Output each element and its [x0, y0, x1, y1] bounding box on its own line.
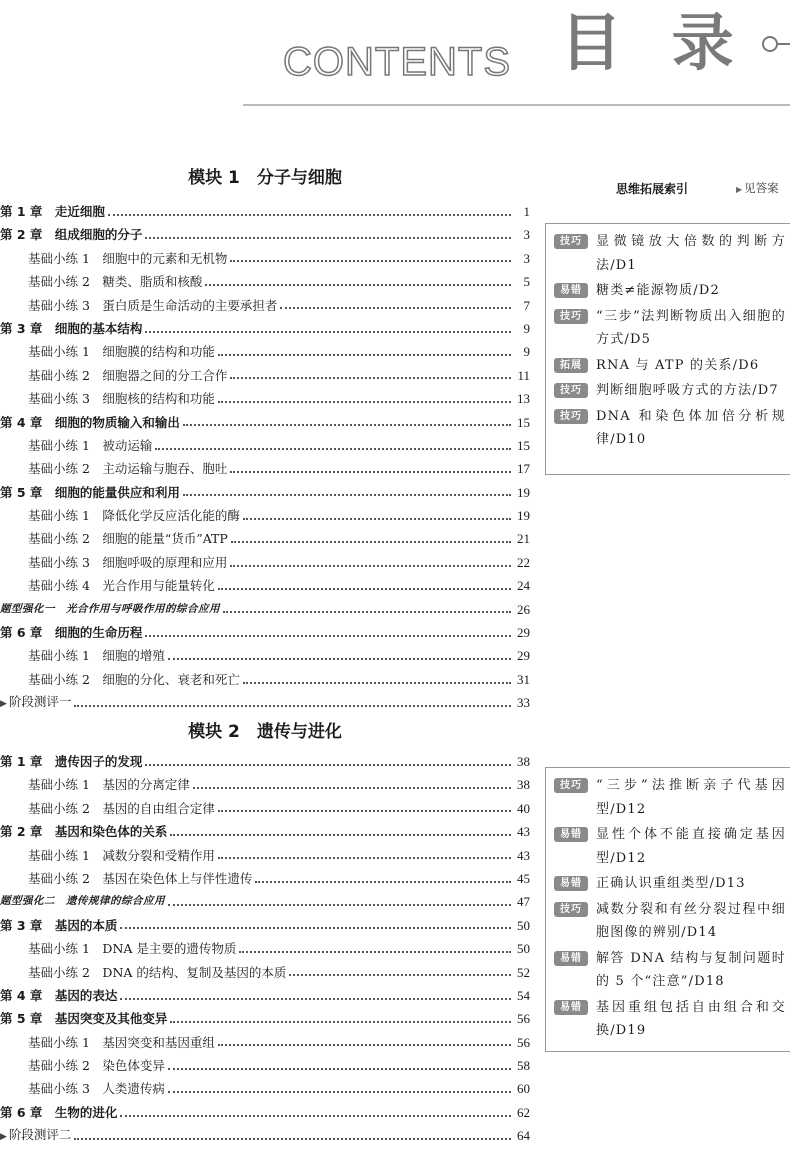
dot-leader	[74, 1138, 511, 1140]
toc-entry-label: 基础小练 1 DNA 是主要的遗传物质	[28, 941, 237, 957]
dot-leader	[230, 260, 511, 262]
tip-text: “三步”法判断物质出入细胞的方式/D5	[596, 308, 786, 347]
toc-entry-label: 题型强化二 遗传规律的综合应用	[0, 895, 165, 908]
dot-leader	[108, 214, 511, 216]
toc-page-number: 33	[517, 695, 530, 711]
toc-entry-label: 第 1 章 走近细胞	[0, 204, 105, 219]
dot-leader	[218, 588, 511, 590]
toc-section-row	[0, 844, 530, 867]
toc-page-number: 9	[523, 344, 530, 360]
dot-leader	[145, 635, 511, 637]
toc-page-number: 54	[517, 987, 530, 1003]
dot-leader	[218, 1044, 511, 1046]
toc-entry-label: 基础小练 1 细胞中的元素和无机物	[28, 250, 228, 266]
index-tip-item	[554, 405, 786, 452]
toc-page-number: 38	[517, 754, 530, 769]
dot-leader	[168, 1068, 511, 1070]
index-box-module2	[545, 767, 790, 1052]
tip-text: 显性个体不能直接确定基因型/D12	[596, 827, 786, 866]
toc-section-row	[0, 668, 530, 691]
module1-toc	[0, 200, 530, 715]
toc-chapter-row	[0, 1101, 530, 1124]
index-tip-item	[554, 996, 786, 1043]
toc-entry-label: 基础小练 1 细胞的增殖	[28, 648, 165, 664]
toc-section-row	[0, 551, 530, 574]
toc-special-row	[0, 890, 530, 913]
toc-entry-label: 基础小练 1 被动运输	[28, 437, 153, 453]
toc-page-number: 60	[517, 1081, 530, 1097]
toc-page-number: 50	[517, 941, 530, 957]
tip-tag-badge: 易错	[554, 827, 588, 842]
header-ornament-line	[778, 43, 790, 45]
toc-chapter-row	[0, 317, 530, 340]
dot-leader	[145, 237, 511, 239]
toc-entry-label: 第 2 章 基因和染色体的关系	[0, 824, 168, 840]
dot-leader	[168, 1091, 511, 1093]
toc-section-row	[0, 294, 530, 317]
tip-tag-badge: 技巧	[554, 778, 588, 793]
toc-entry-label: 基础小练 1 基因的分离定律	[28, 777, 190, 793]
tip-tag-badge: 易错	[554, 951, 588, 966]
dot-leader	[230, 565, 511, 567]
toc-entry-label: 第 3 章 基因的本质	[0, 917, 118, 933]
toc-chapter-row	[0, 1007, 530, 1030]
toc-page-number: 62	[517, 1104, 530, 1120]
toc-entry-label: 第 6 章 生物的进化	[0, 1104, 118, 1120]
toc-page-number: 43	[517, 847, 530, 863]
toc-entry-label: 第 1 章 遗传因子的发现	[0, 754, 143, 769]
dot-leader	[255, 881, 511, 883]
toc-chapter-row	[0, 750, 530, 773]
dot-leader	[145, 764, 511, 766]
toc-entry-label: 基础小练 2 糖类、脂质和核酸	[28, 274, 203, 290]
tip-text: 减数分裂和有丝分裂过程中细胞图像的辨别/D14	[596, 901, 786, 940]
tip-text: DNA 和染色体加倍分析规律/D10	[596, 408, 786, 447]
toc-entry-label: 基础小练 1 细胞膜的结构和功能	[28, 344, 215, 360]
toc-entry-label: 第 4 章 细胞的物质输入和输出	[0, 414, 180, 430]
toc-chapter-row	[0, 481, 530, 504]
tip-tag-badge: 技巧	[554, 383, 588, 398]
index-tip-item	[554, 774, 786, 821]
toc-page-number: 52	[517, 964, 530, 980]
dot-leader	[170, 1021, 511, 1023]
dot-leader	[193, 787, 511, 789]
dot-leader	[289, 974, 511, 976]
index-tip-item	[554, 872, 786, 896]
toc-entry-label: 基础小练 3 细胞呼吸的原理和应用	[28, 554, 228, 570]
tip-text: RNA 与 ATP 的关系/D6	[596, 357, 760, 373]
tip-text: 解答 DNA 结构与复制问题时的 5 个“注意”/D18	[596, 950, 786, 989]
tip-tag-badge: 拓展	[554, 358, 588, 373]
toc-page-number: 29	[517, 625, 530, 641]
toc-entry-label: ▶ 阶段测评一	[0, 690, 71, 716]
toc-entry-label: ▶ 阶段测评二	[0, 1123, 71, 1149]
toc-page-number: 21	[517, 531, 530, 547]
tip-text: 糖类≠能源物质/D2	[596, 283, 720, 298]
dot-leader	[230, 377, 511, 379]
module1-title: 模块 1 分子与细胞	[188, 168, 342, 188]
toc-entry-label: 基础小练 2 主动运输与胞吞、胞吐	[28, 461, 228, 477]
see-answer-label: ▶ 见答案	[736, 180, 779, 196]
toc-section-row	[0, 797, 530, 820]
toc-entry-label: 基础小练 3 人类遗传病	[28, 1081, 165, 1097]
toc-page-number: 64	[517, 1128, 530, 1144]
index-tip-item	[554, 823, 786, 870]
toc-entry-label: 第 6 章 细胞的生命历程	[0, 625, 143, 641]
toc-chapter-row	[0, 914, 530, 937]
toc-entry-label: 基础小练 3 蛋白质是生命活动的主要承担者	[28, 297, 278, 313]
toc-chapter-row	[0, 621, 530, 644]
index-header	[616, 180, 790, 197]
toc-page-number: 56	[517, 1034, 530, 1050]
toc-page-number: 19	[517, 508, 530, 524]
circle-ornament-icon	[762, 36, 778, 52]
toc-page-number: 38	[517, 777, 530, 793]
dot-leader	[74, 705, 511, 707]
toc-section-row	[0, 247, 530, 270]
toc-entry-label: 第 5 章 细胞的能量供应和利用	[0, 484, 180, 500]
toc-page-number: 24	[517, 578, 530, 594]
toc-page-number: 3	[523, 227, 530, 243]
dot-leader	[230, 471, 511, 473]
toc-section-row	[0, 527, 530, 550]
toc-entry-label: 基础小练 2 细胞的分化、衰老和死亡	[28, 671, 240, 687]
page-title: 目 录	[560, 6, 748, 79]
toc-page-number: 3	[523, 250, 530, 266]
contents-word: CONTENTS	[283, 40, 511, 84]
toc-section-row	[0, 574, 530, 597]
tip-text: 正确认识重组类型/D13	[596, 876, 746, 891]
toc-entry-label: 基础小练 3 细胞核的结构和功能	[28, 391, 215, 407]
index-tip-item	[554, 379, 786, 403]
dot-leader	[280, 307, 511, 309]
toc-page-number: 56	[517, 1011, 530, 1027]
toc-section-row	[0, 773, 530, 796]
index-tip-item	[554, 898, 786, 945]
toc-entry-label: 第 2 章 组成细胞的分子	[0, 227, 143, 243]
toc-assessment-row	[0, 1124, 530, 1147]
tip-text: 基因重组包括自由组合和交换/D19	[596, 999, 786, 1038]
toc-entry-label: 基础小练 2 细胞器之间的分工合作	[28, 367, 228, 383]
toc-page-number: 22	[517, 554, 530, 570]
toc-assessment-row	[0, 691, 530, 714]
dot-leader	[168, 658, 511, 660]
toc-page-number: 19	[517, 484, 530, 500]
toc-entry-label: 基础小练 1 降低化学反应活化能的酶	[28, 508, 240, 524]
toc-section-row	[0, 1077, 530, 1100]
dot-leader	[170, 834, 511, 836]
index-tip-item	[554, 305, 786, 352]
toc-entry-label: 第 4 章 基因的表达	[0, 987, 118, 1003]
dot-leader	[120, 927, 511, 929]
toc-section-row	[0, 387, 530, 410]
dot-leader	[183, 424, 511, 426]
toc-entry-label: 基础小练 1 减数分裂和受精作用	[28, 847, 215, 863]
index-tip-item	[554, 279, 786, 303]
toc-chapter-row	[0, 200, 530, 223]
dot-leader	[231, 541, 511, 543]
index-title: 思维拓展索引	[616, 182, 689, 196]
toc-page-number: 13	[517, 391, 530, 407]
toc-entry-label: 基础小练 2 基因在染色体上与伴性遗传	[28, 870, 253, 886]
toc-entry-label: 题型强化一 光合作用与呼吸作用的综合应用	[0, 602, 220, 615]
toc-section-row	[0, 504, 530, 527]
toc-chapter-row	[0, 984, 530, 1007]
tip-tag-badge: 技巧	[554, 902, 588, 917]
index-box-module1	[545, 223, 790, 475]
toc-page-number: 26	[517, 601, 530, 617]
toc-section-row	[0, 937, 530, 960]
toc-page-number: 5	[523, 274, 530, 290]
header-divider	[243, 104, 790, 106]
toc-section-row	[0, 1054, 530, 1077]
dot-leader	[243, 518, 511, 520]
toc-page-number: 47	[517, 894, 530, 910]
dot-leader	[243, 682, 511, 684]
toc-page-number: 15	[517, 437, 530, 453]
dot-leader	[205, 284, 511, 286]
toc-page-number: 7	[523, 297, 530, 313]
toc-page-number: 40	[517, 800, 530, 816]
toc-section-row	[0, 1031, 530, 1054]
toc-page-number: 1	[523, 204, 530, 219]
toc-section-row	[0, 644, 530, 667]
tip-tag-badge: 易错	[554, 283, 588, 298]
toc-page-number: 29	[517, 648, 530, 664]
toc-special-row	[0, 598, 530, 621]
tip-tag-badge: 易错	[554, 876, 588, 891]
dot-leader	[183, 494, 511, 496]
dot-leader	[145, 331, 511, 333]
tip-tag-badge: 易错	[554, 1000, 588, 1015]
index-tip-item	[554, 230, 786, 277]
toc-entry-label: 基础小练 2 DNA 的结构、复制及基因的本质	[28, 964, 287, 980]
toc-chapter-row	[0, 411, 530, 434]
toc-entry-label: 基础小练 4 光合作用与能量转化	[28, 578, 215, 594]
toc-entry-label: 第 5 章 基因突变及其他变异	[0, 1011, 168, 1027]
toc-page-number: 17	[517, 461, 530, 477]
dot-leader	[223, 611, 511, 613]
toc-section-row	[0, 270, 530, 293]
dot-leader	[155, 448, 511, 450]
toc-section-row	[0, 457, 530, 480]
tip-text: 显微镜放大倍数的判断方法/D1	[596, 234, 786, 273]
toc-section-row	[0, 364, 530, 387]
module2-toc	[0, 750, 530, 1148]
dot-leader	[168, 904, 511, 906]
toc-entry-label: 基础小练 1 基因突变和基因重组	[28, 1034, 215, 1050]
toc-section-row	[0, 867, 530, 890]
toc-chapter-row	[0, 820, 530, 843]
index-tip-item	[554, 947, 786, 994]
toc-entry-label: 第 3 章 细胞的基本结构	[0, 320, 143, 336]
toc-page-number: 50	[517, 917, 530, 933]
tip-tag-badge: 技巧	[554, 309, 588, 324]
dot-leader	[218, 401, 511, 403]
tip-tag-badge: 技巧	[554, 409, 588, 424]
index-tip-item	[554, 354, 786, 378]
toc-section-row	[0, 434, 530, 457]
toc-page-number: 58	[517, 1058, 530, 1074]
dot-leader	[120, 1115, 511, 1117]
dot-leader	[239, 951, 511, 953]
module2-title: 模块 2 遗传与进化	[188, 722, 342, 742]
dot-leader	[218, 354, 511, 356]
toc-page-number: 31	[517, 671, 530, 687]
toc-page-number: 11	[517, 367, 530, 383]
dot-leader	[120, 998, 511, 1000]
toc-chapter-row	[0, 223, 530, 246]
toc-page-number: 9	[523, 320, 530, 336]
dot-leader	[218, 810, 511, 812]
toc-page-number: 43	[517, 824, 530, 840]
page-header	[0, 0, 790, 115]
toc-entry-label: 基础小练 2 染色体变异	[28, 1058, 165, 1074]
toc-section-row	[0, 961, 530, 984]
tip-text: “三步”法推断亲子代基因型/D12	[596, 778, 786, 817]
dot-leader	[218, 857, 511, 859]
toc-section-row	[0, 340, 530, 363]
toc-entry-label: 基础小练 2 基因的自由组合定律	[28, 800, 215, 816]
tip-text: 判断细胞呼吸方式的方法/D7	[596, 383, 779, 398]
toc-page-number: 15	[517, 414, 530, 430]
tip-tag-badge: 技巧	[554, 234, 588, 249]
toc-entry-label: 基础小练 2 细胞的能量“货币”ATP	[28, 531, 228, 547]
toc-page-number: 45	[517, 870, 530, 886]
